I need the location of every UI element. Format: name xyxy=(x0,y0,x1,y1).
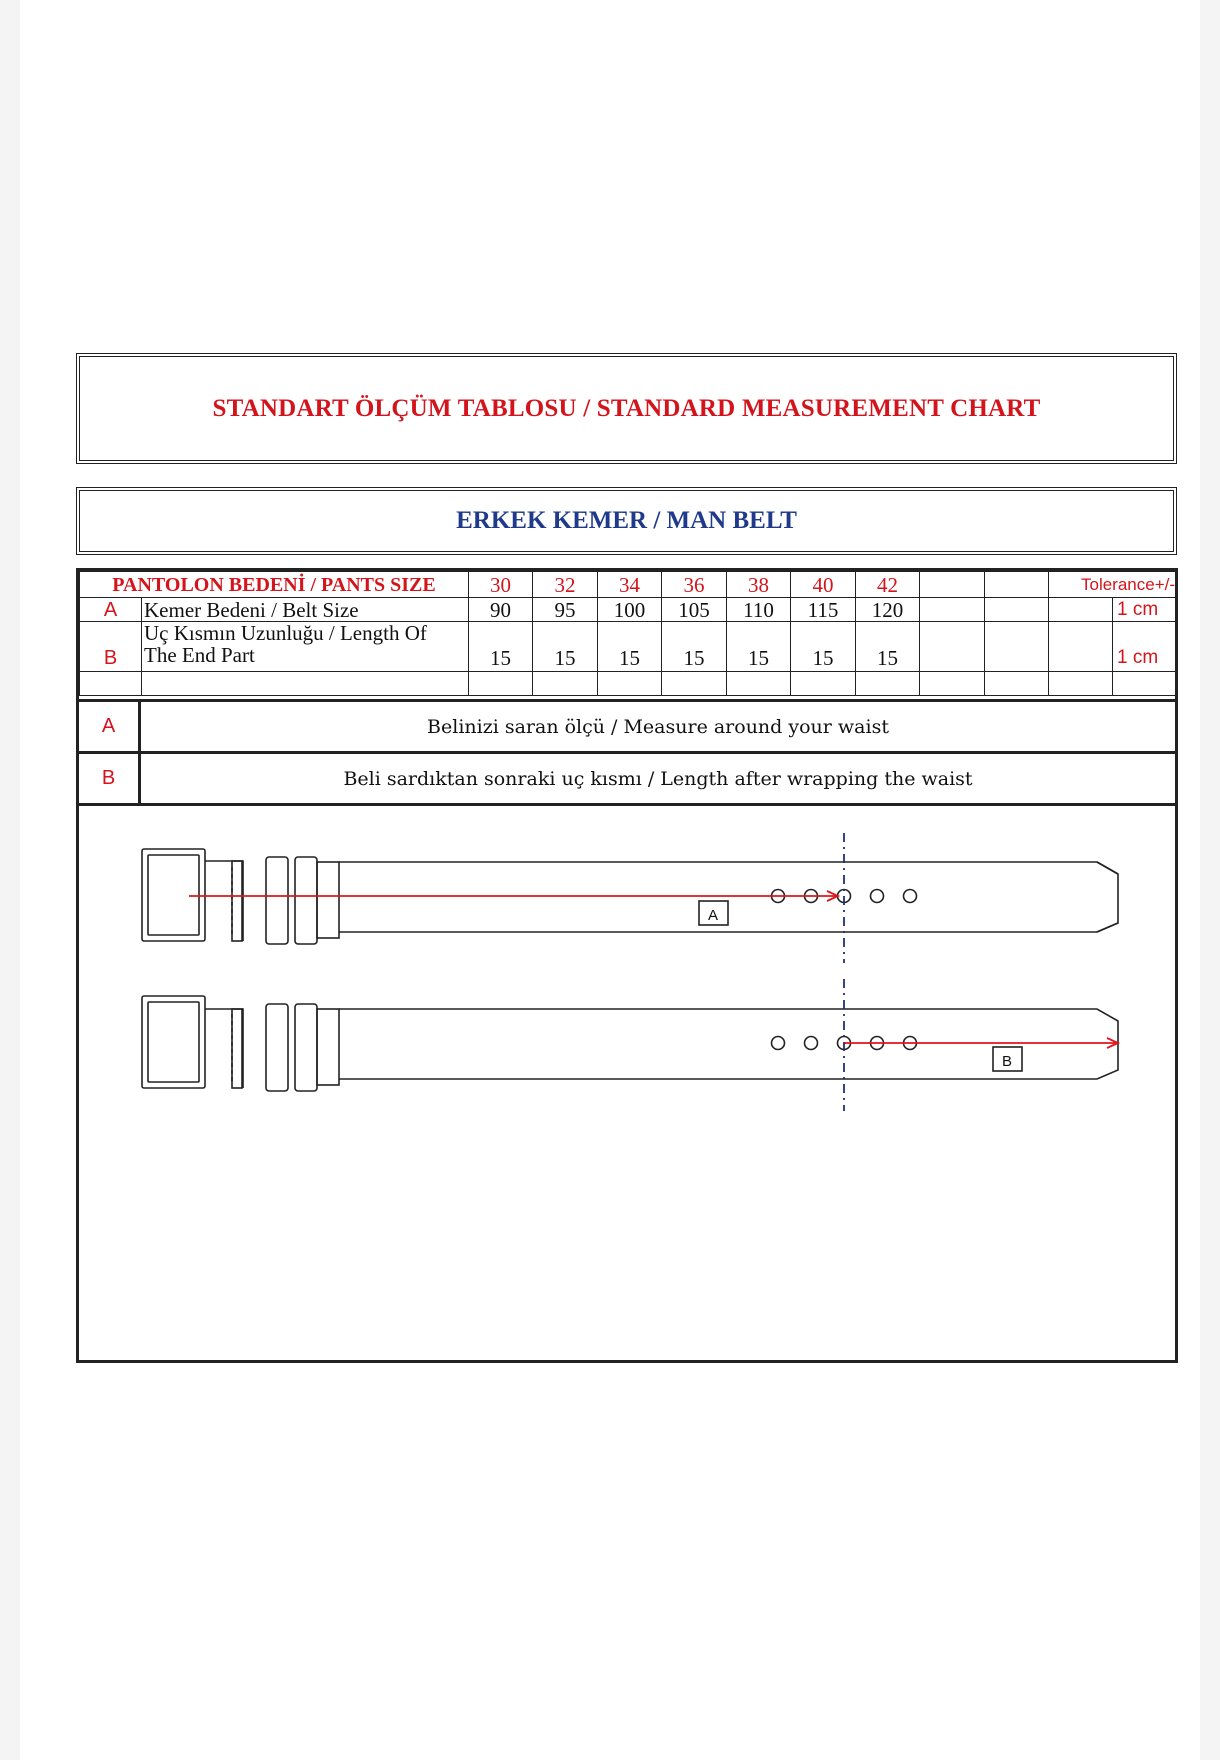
value-cell: 95 xyxy=(533,598,598,622)
title-frame xyxy=(76,353,1177,464)
size-cell: 38 xyxy=(727,572,791,598)
belt-label-b: B xyxy=(1001,1053,1013,1070)
value-cell: 15 xyxy=(727,622,791,672)
tolerance-value: 1 cm xyxy=(1113,598,1176,622)
pants-size-label: PANTOLON BEDENİ / PANTS SIZE xyxy=(80,572,469,598)
size-cell: 32 xyxy=(533,572,598,598)
value-cell: 90 xyxy=(469,598,533,622)
desc-text-b: Beli sardıktan sonraki uç kısmı / Length after wrapping the waist xyxy=(343,767,973,790)
end-part-label-line1: Uç Kısmın Uzunluğu / Length Of xyxy=(144,621,427,645)
end-part-label-line2: The End Part xyxy=(144,643,255,667)
desc-letter-a: A xyxy=(79,702,141,751)
value-cell: 15 xyxy=(533,622,598,672)
size-cell: 34 xyxy=(598,572,662,598)
belt-label-a: A xyxy=(707,907,719,924)
chart-title: STANDART ÖLÇÜM TABLOSU / STANDARD MEASUREMENT CHART xyxy=(212,394,1041,422)
size-cell: 30 xyxy=(469,572,533,598)
value-cell: 15 xyxy=(662,622,727,672)
size-cell: 42 xyxy=(856,572,920,598)
product-subtitle: ERKEK KEMER / MAN BELT xyxy=(456,507,797,534)
page xyxy=(20,0,1200,1760)
subtitle-frame xyxy=(76,487,1177,555)
value-cell: 15 xyxy=(791,622,856,672)
desc-text-a: Belinizi saran ölçü / Measure around your waist xyxy=(427,715,889,738)
belt-size-label: Kemer Bedeni / Belt Size xyxy=(142,598,469,622)
value-cell: 110 xyxy=(727,598,791,622)
size-cell: 40 xyxy=(791,572,856,598)
value-cell: 115 xyxy=(791,598,856,622)
value-cell: 105 xyxy=(662,598,727,622)
value-cell: 15 xyxy=(856,622,920,672)
tolerance-label: Tolerance+/- xyxy=(1049,572,1176,598)
row-letter-a: A xyxy=(80,598,142,622)
value-cell: 15 xyxy=(598,622,662,672)
value-cell: 100 xyxy=(598,598,662,622)
belt-diagram xyxy=(79,571,1175,1360)
row-letter-b: B xyxy=(80,622,142,672)
measurement-box xyxy=(76,568,1178,1363)
value-cell: 120 xyxy=(856,598,920,622)
desc-letter-b: B xyxy=(79,754,141,803)
size-cell: 36 xyxy=(662,572,727,598)
value-cell: 15 xyxy=(469,622,533,672)
tolerance-value: 1 cm xyxy=(1113,622,1176,672)
